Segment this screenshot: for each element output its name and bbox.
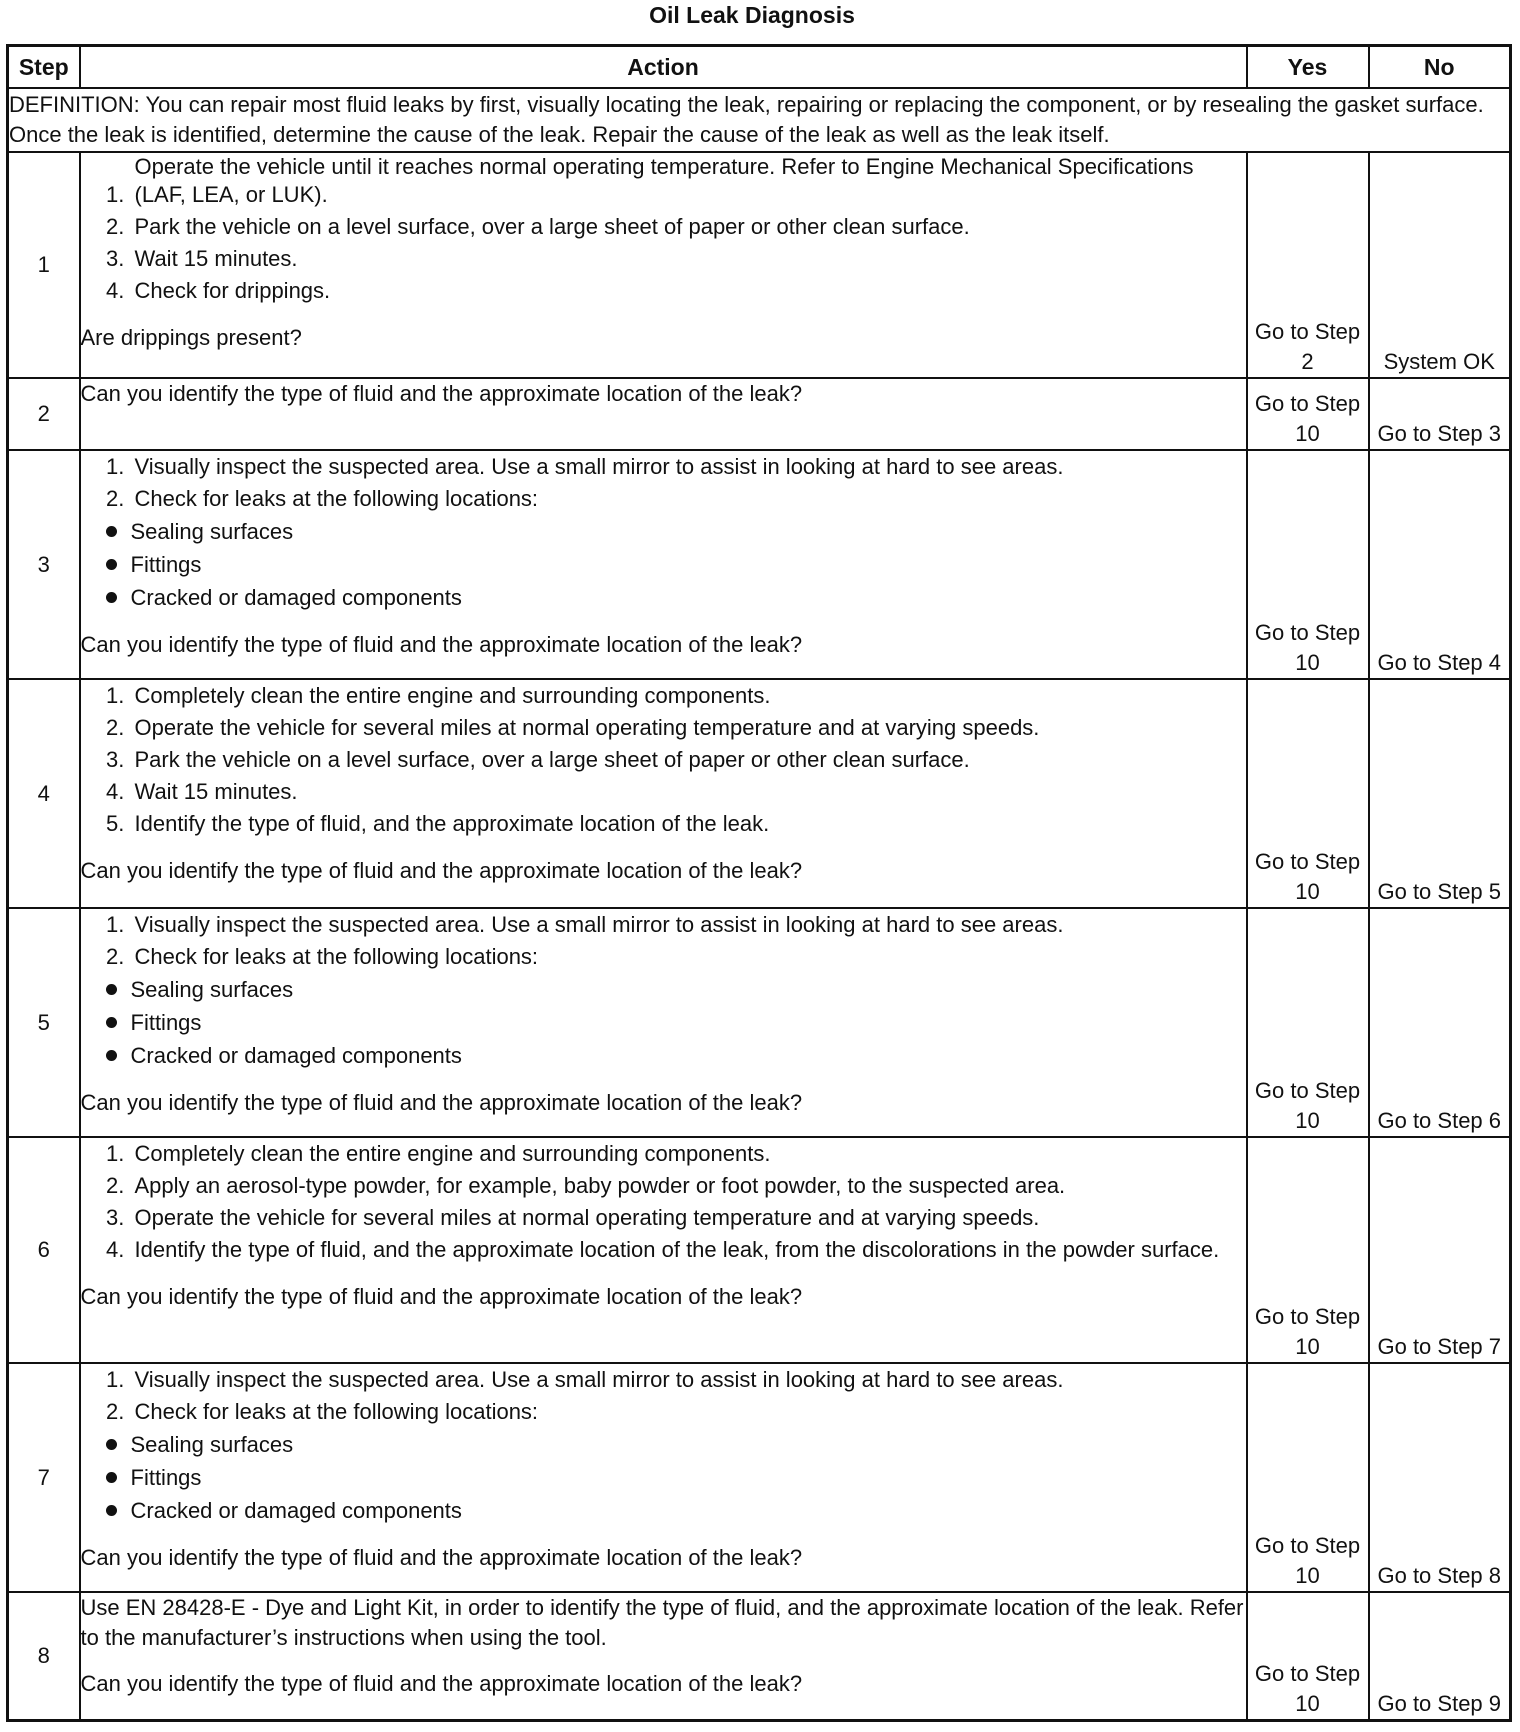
- list-item: 1. Completely clean the entire engine and surrounding components.: [131, 1138, 1246, 1170]
- list-item: 1. Visually inspect the suspected area. Use a small mirror to assist in looking at hard to see areas.: [131, 451, 1246, 483]
- list-item: 1. Completely clean the entire engine and surrounding components.: [131, 680, 1246, 712]
- step-number: 3: [8, 450, 80, 679]
- header-action: Action: [80, 46, 1247, 89]
- yes-result: Go to Step 10: [1247, 1363, 1369, 1592]
- yes-result: Go to Step 10: [1247, 1137, 1369, 1363]
- header-step: Step: [8, 46, 80, 89]
- step-action: [80, 1592, 1247, 1720]
- header-row: [8, 46, 1511, 89]
- bullet-item: Fittings: [131, 548, 1246, 581]
- bullet-item: Sealing surfaces: [131, 515, 1246, 548]
- list-item: 3. Park the vehicle on a level surface, over a large sheet of paper or other clean surface.: [131, 744, 1246, 776]
- step-action: [80, 152, 1247, 378]
- no-result: Go to Step 3: [1369, 378, 1511, 450]
- step-question: Can you identify the type of fluid and the approximate location of the leak?: [80, 632, 803, 657]
- list-item: 1. Visually inspect the suspected area. Use a small mirror to assist in looking at hard to see areas.: [131, 909, 1246, 941]
- step-number: 2: [8, 378, 80, 450]
- step-action: [80, 679, 1247, 908]
- table-row: [8, 378, 1511, 450]
- step-question: Can you identify the type of fluid and the approximate location of the leak?: [80, 1090, 803, 1115]
- step-action: [80, 908, 1247, 1137]
- list-item: 4. Check for drippings.: [131, 275, 1246, 307]
- yes-result: Go to Step 10: [1247, 679, 1369, 908]
- bullet-item: Fittings: [131, 1006, 1246, 1039]
- no-result: Go to Step 5: [1369, 679, 1511, 908]
- step-question: Can you identify the type of fluid and the approximate location of the leak?: [80, 1284, 803, 1309]
- step-number: 7: [8, 1363, 80, 1592]
- definition-row: [8, 88, 1511, 152]
- no-result: Go to Step 7: [1369, 1137, 1511, 1363]
- yes-result: Go to Step 10: [1247, 908, 1369, 1137]
- list-item: 3. Operate the vehicle for several miles at normal operating temperature and at varying speeds.: [131, 1202, 1246, 1234]
- step-action: [80, 1137, 1247, 1363]
- step-text: Use EN 28428-E - Dye and Light Kit, in order to identify the type of fluid, and the approximate location of the leak. Refer to the manufacturer’s instructions when using the tool.: [80, 1595, 1244, 1650]
- no-result: Go to Step 4: [1369, 450, 1511, 679]
- list-item: 2. Operate the vehicle for several miles at normal operating temperature and at varying speeds.: [131, 712, 1246, 744]
- no-result: Go to Step 9: [1369, 1592, 1511, 1720]
- yes-result: Go to Step 10: [1247, 450, 1369, 679]
- list-item: 3. Wait 15 minutes.: [131, 243, 1246, 275]
- step-number: 4: [8, 679, 80, 908]
- no-result: Go to Step 8: [1369, 1363, 1511, 1592]
- list-item: 2. Apply an aerosol-type powder, for example, baby powder or foot powder, to the suspected area.: [131, 1170, 1246, 1202]
- bullet-item: Sealing surfaces: [131, 973, 1246, 1006]
- list-item: 2. Check for leaks at the following locations:: [131, 483, 1246, 515]
- page-title: Oil Leak Diagnosis: [649, 2, 855, 28]
- step-number: 5: [8, 908, 80, 1137]
- step-question: Are drippings present?: [80, 325, 302, 350]
- list-item: 5. Identify the type of fluid, and the approximate location of the leak.: [131, 808, 1246, 840]
- step-number: 8: [8, 1592, 80, 1720]
- list-item: 1. Visually inspect the suspected area. Use a small mirror to assist in looking at hard to see areas.: [131, 1364, 1246, 1396]
- bullet-item: Sealing surfaces: [131, 1428, 1246, 1461]
- list-item: 2. Park the vehicle on a level surface, over a large sheet of paper or other clean surface.: [131, 211, 1246, 243]
- no-result: System OK: [1369, 152, 1511, 378]
- table-row: [8, 1592, 1511, 1720]
- list-item: 2. Check for leaks at the following locations:: [131, 1396, 1246, 1428]
- list-item: 1. Operate the vehicle until it reaches normal operating temperature. Refer to Engine Mechanical Specifications (LAF, LEA, or LUK).: [131, 153, 1246, 211]
- table-row: [8, 1363, 1511, 1592]
- list-item: 4. Wait 15 minutes.: [131, 776, 1246, 808]
- diagnosis-table: [6, 44, 1512, 1722]
- table-row: [8, 908, 1511, 1137]
- bullet-item: Cracked or damaged components: [131, 581, 1246, 614]
- definition-text: DEFINITION: You can repair most fluid leaks by first, visually locating the leak, repairing or replacing the component, or by resealing the gasket surface. Once the leak is identified, determine the cause of the leak. Repair the cause of the leak as well as the leak itself.: [8, 88, 1511, 152]
- step-number: 1: [8, 152, 80, 378]
- header-no: No: [1369, 46, 1511, 89]
- bullet-item: Fittings: [131, 1461, 1246, 1494]
- step-action: [80, 378, 1247, 450]
- step-question: Can you identify the type of fluid and the approximate location of the leak?: [80, 1671, 803, 1696]
- step-question: Can you identify the type of fluid and the approximate location of the leak?: [80, 381, 803, 406]
- list-item: 2. Check for leaks at the following locations:: [131, 941, 1246, 973]
- table-row: [8, 450, 1511, 679]
- header-yes: Yes: [1247, 46, 1369, 89]
- step-action: [80, 1363, 1247, 1592]
- yes-result: Go to Step 10: [1247, 378, 1369, 450]
- yes-result: Go to Step 10: [1247, 1592, 1369, 1720]
- step-action: [80, 450, 1247, 679]
- step-number: 6: [8, 1137, 80, 1363]
- table-row: [8, 152, 1511, 378]
- no-result: Go to Step 6: [1369, 908, 1511, 1137]
- yes-result: Go to Step 2: [1247, 152, 1369, 378]
- table-row: [8, 679, 1511, 908]
- list-item: 4. Identify the type of fluid, and the approximate location of the leak, from the discolorations in the powder surface.: [131, 1234, 1246, 1266]
- table-row: [8, 1137, 1511, 1363]
- step-question: Can you identify the type of fluid and the approximate location of the leak?: [80, 1545, 803, 1570]
- step-question: Can you identify the type of fluid and the approximate location of the leak?: [80, 858, 803, 883]
- bullet-item: Cracked or damaged components: [131, 1039, 1246, 1072]
- bullet-item: Cracked or damaged components: [131, 1494, 1246, 1527]
